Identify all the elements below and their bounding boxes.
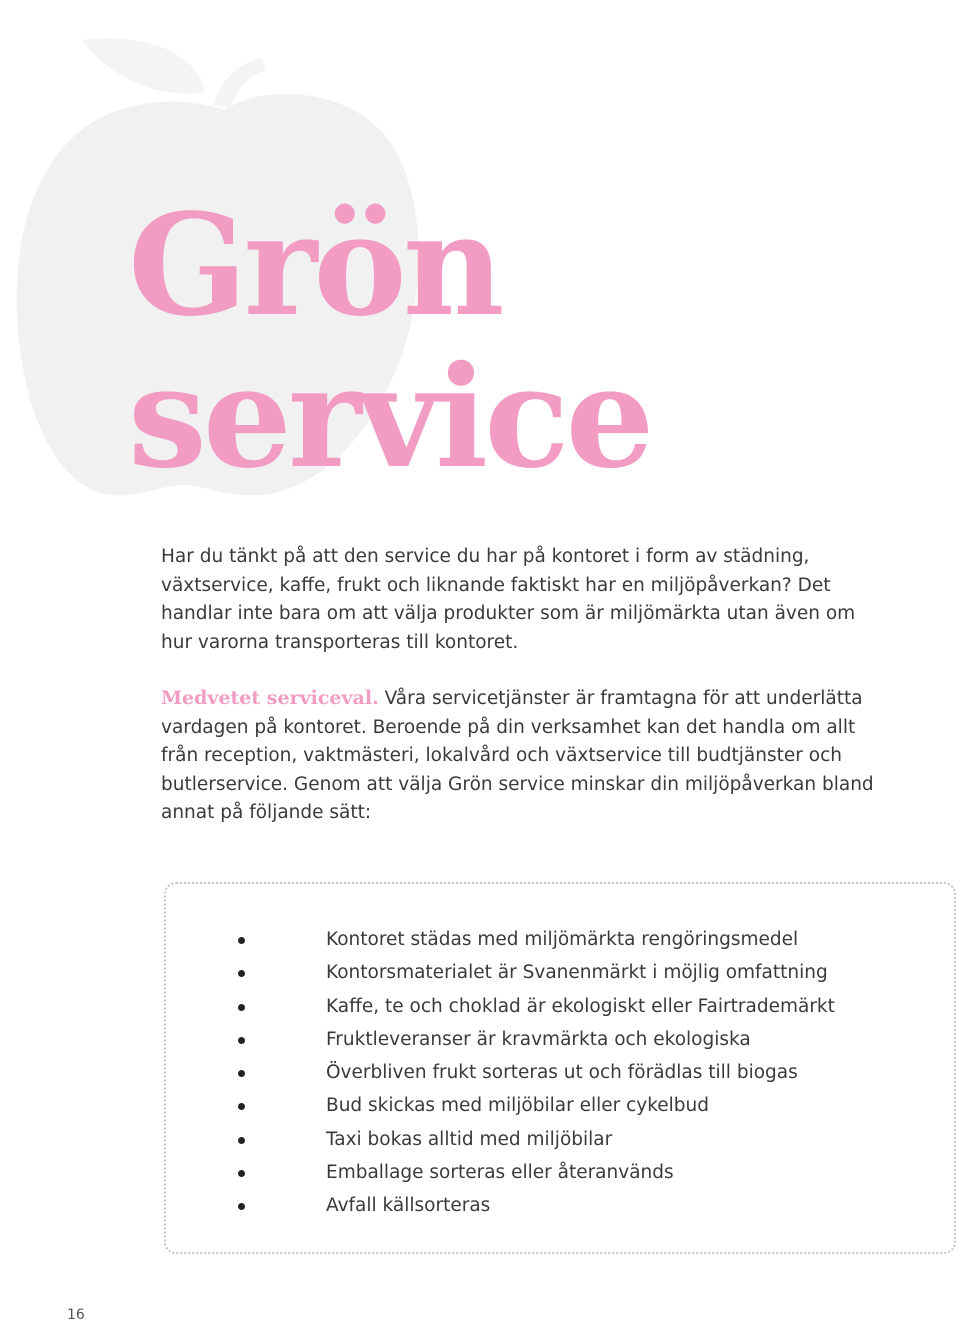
list-item: Bud skickas med miljöbilar eller cykelbud (326, 1089, 835, 1122)
page-title (128, 184, 651, 500)
bullet-icon (238, 937, 245, 944)
page-number: 16 (67, 1307, 85, 1323)
list-item: Emballage sorteras eller återanvänds (326, 1156, 835, 1189)
list-item: Överbliven frukt sorteras ut och förädlas till biogas (326, 1056, 835, 1089)
benefit-list (326, 923, 835, 1223)
title-line-1: Grön (128, 184, 501, 348)
bullet-icon (238, 1004, 245, 1011)
section-lead: Medvetet serviceval. (161, 687, 379, 709)
list-item: Kontorsmaterialet är Svanenmärkt i möjlig omfattning (326, 956, 835, 989)
section-text: Våra servicetjänster är framtagna för att underlätta vardagen på kontoret. Beroende på din verksamhet kan det handla om allt från reception, vaktmästeri, lokalvård och växtservice till budtjänster och butlerservice. Genom att välja Grön service minskar din miljöpåverkan bland annat på följande sätt: (161, 688, 874, 823)
bullet-icon (238, 1037, 245, 1044)
list-item: Avfall källsorteras (326, 1189, 835, 1222)
bullet-icon (238, 1137, 245, 1144)
list-item: Kaffe, te och choklad är ekologiskt eller Fairtrademärkt (326, 990, 835, 1023)
list-item: Taxi bokas alltid med miljöbilar (326, 1123, 835, 1156)
list-item: Fruktleveranser är kravmärkta och ekologiska (326, 1023, 835, 1056)
title-line-2: service (128, 336, 651, 500)
intro-paragraph: Har du tänkt på att den service du har på kontoret i form av städning, växtservice, kaffe, frukt och liknande faktiskt har en miljöpåverkan? Det handlar inte bara om att välja produkter som är miljömärkta utan även om hur varorna transporteras till kontoret. (161, 546, 856, 653)
list-item: Kontoret städas med miljömärkta rengöringsmedel (326, 923, 835, 956)
apple-leaf (82, 38, 205, 93)
service-paragraph (161, 684, 881, 828)
